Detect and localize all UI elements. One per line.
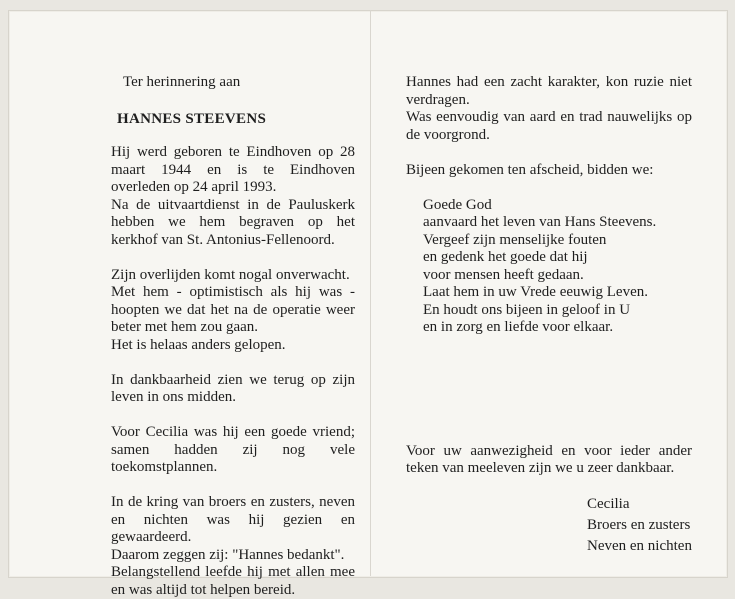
helpful-paragraph: Belangstellend leefde hij met allen mee en was altijd tot helpen bereid. [111,564,355,598]
thanks-quote-paragraph: Daarom zeggen zij: "Hannes bedankt". [111,546,345,563]
prayer-line: voor mensen heeft gedaan. [423,266,584,283]
otherwise-paragraph: Het is helaas anders gelopen. [111,336,286,353]
prayer-line: aanvaard het leven van Hans Steevens. [423,214,657,230]
cecilia-paragraph: Voor Cecilia was hij een goede vriend; samen hadden zij nog vele toekomstplannen. [111,424,355,475]
thanks-paragraph: Voor uw aanwezigheid en voor ieder ander teken van meeleven zijn we u zeer dankbaar. [406,442,692,476]
intro-text: Ter herinnering aan [123,74,241,90]
signatures [406,494,692,557]
deceased-name: HANNES STEEVENS [117,110,267,127]
prayer-line: En houdt ons bijeen in geloof in U [423,301,631,318]
prayer-line: Vergeef zijn menselijke fouten [423,231,607,248]
right-page [406,74,692,557]
death-unexpected-paragraph: Zijn overlijden komt nogal onverwacht. [111,266,350,283]
gratitude-paragraph: In dankbaarheid zien we terug op zijn leven in ons midden. [111,371,355,405]
character-paragraph: Hannes had een zacht karakter, kon ruzie niet verdragen. [406,74,692,108]
prayer-line: Laat hem in uw Vrede eeuwig Leven. [423,284,648,300]
birth-death-paragraph: Hij werd geboren te Eindhoven op 28 maart 1944 en is te Eindhoven overleden op 24 april 1993. [111,144,355,195]
signature-line: Broers en zusters [587,516,691,533]
card-fold-line [370,10,371,576]
family-paragraph: In de kring van broers en zusters, neven en nichten was hij gezien en gewaardeerd. [111,494,355,545]
prayer-intro: Bijeen gekomen ten afscheid, bidden we: [406,161,654,178]
funeral-paragraph: Na de uitvaartdienst in de Pauluskerk hebben we hem begraven op het kerkhof van St. Antonius-Fellenoord. [111,196,355,248]
left-page [111,74,355,599]
prayer-line: Goede God [423,196,492,213]
prayer-line: en in zorg en liefde voor elkaar. [423,319,614,335]
signature-line: Cecilia [587,495,630,512]
modesty-paragraph: Was eenvoudig van aard en trad nauwelijks op de voorgrond. [406,109,692,143]
prayer-line: en gedenk het goede dat hij [423,249,588,265]
signature-line: Neven en nichten [587,537,692,554]
prayer-block [406,197,692,337]
hope-paragraph: Met hem - optimistisch als hij was - hoopten we dat het na de operatie weer beter met hem zou gaan. [111,284,355,335]
